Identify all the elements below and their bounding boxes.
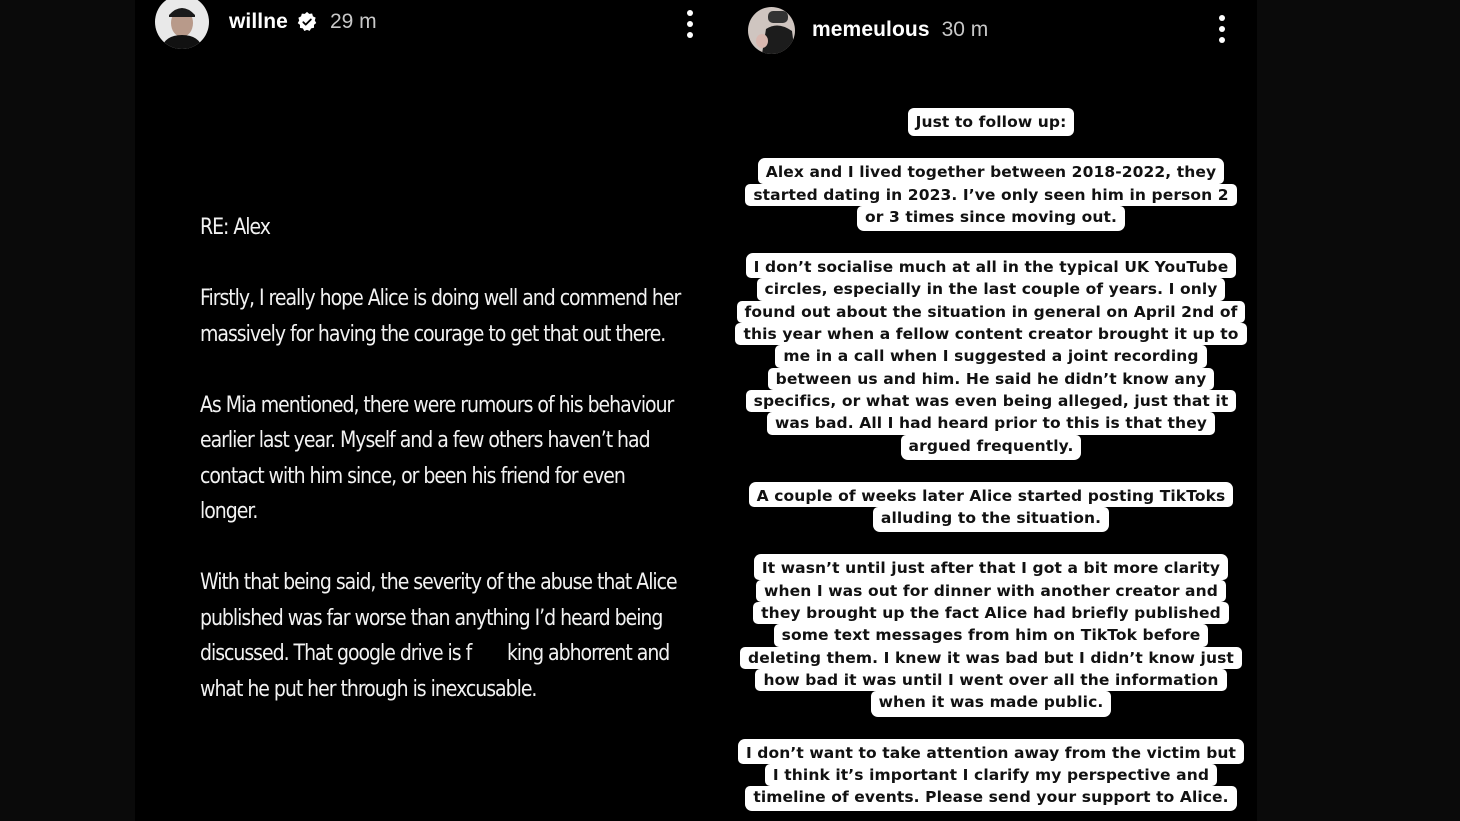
story-paragraph: Firstly, I really hope Alice is doing well and commend her massively for having the courage to get that out there. (200, 286, 681, 347)
story-header (725, 0, 1257, 60)
story-willne (135, 0, 725, 821)
caption-line: this year when a fellow content creator brought it up to (735, 323, 1246, 345)
caption-line: when it was made public. (871, 691, 1112, 716)
caption-line: they brought up the fact Alice had briefly published (753, 602, 1229, 624)
profile-photo-icon (155, 0, 209, 49)
post-timestamp: 30 m (941, 18, 989, 41)
caption-line: alluding to the situation. (873, 507, 1109, 532)
caption-line: Alex and I lived together between 2018-2022, they (758, 158, 1225, 183)
caption-line: argued frequently. (901, 435, 1082, 460)
story-header (135, 0, 725, 52)
story-paragraph: RE: Alex (200, 215, 270, 240)
caption-line: found out about the situation in general on April 2nd of (737, 301, 1246, 323)
more-options-icon[interactable] (1218, 15, 1226, 43)
caption-line: Just to follow up: (908, 108, 1075, 136)
caption-line: or 3 times since moving out. (857, 206, 1125, 231)
verified-badge-icon (296, 11, 318, 33)
caption-line: me in a call when I suggested a joint recording (775, 345, 1206, 367)
profile-photo-icon (748, 7, 795, 54)
caption-block (740, 554, 1242, 716)
caption-line: how bad it was until I went over all the information (755, 669, 1226, 691)
caption-line: deleting them. I knew it was bad but I didn’t know just (740, 647, 1242, 669)
story-paragraph: As Mia mentioned, there were rumours of his behaviour earlier last year. Myself and a few others haven’t had contact with him since, or been his friend for even longer. (200, 392, 674, 524)
caption-line: when I was out for dinner with another creator and (756, 580, 1226, 602)
caption-line: was bad. All I had heard prior to this is that they (767, 412, 1215, 434)
caption-line: It wasn’t until just after that I got a bit more clarity (754, 554, 1228, 579)
story-text (200, 210, 682, 707)
caption-line: I don’t socialise much at all in the typical UK YouTube (746, 253, 1237, 278)
story-memeulous (725, 0, 1257, 821)
caption-line: specifics, or what was even being alleged, just that it (746, 390, 1237, 412)
caption-line: I don’t want to take attention away from the victim but (738, 739, 1244, 764)
post-timestamp: 29 m (329, 10, 377, 33)
caption-line: I think it’s important I clarify my perspective and (765, 764, 1217, 786)
caption-line: timeline of events. Please send your support to Alice. (745, 786, 1236, 811)
caption-block (745, 158, 1236, 231)
avatar[interactable] (748, 7, 795, 54)
username[interactable]: willne (229, 10, 288, 33)
caption-block (749, 482, 1234, 533)
caption-line: A couple of weeks later Alice started posting TikToks (749, 482, 1234, 507)
caption-line: between us and him. He said he didn’t know any (768, 368, 1215, 390)
caption-block (735, 253, 1246, 460)
story-paragraph: With that being said, the severity of the abuse that Alice published was far worse than anything I’d heard being discussed. That google drive is f king abhorrent and what he put her through is inexcusable. (200, 570, 677, 702)
caption-block (738, 739, 1244, 812)
caption-line: started dating in 2023. I’ve only seen him in person 2 (745, 184, 1236, 206)
caption-block (908, 108, 1075, 136)
caption-line: some text messages from him on TikTok before (774, 624, 1209, 646)
caption-stack (725, 108, 1257, 821)
avatar[interactable] (155, 0, 209, 49)
more-options-icon[interactable] (686, 10, 694, 38)
caption-line: circles, especially in the last couple of years. I only (757, 278, 1226, 300)
username[interactable]: memeulous (812, 18, 930, 41)
